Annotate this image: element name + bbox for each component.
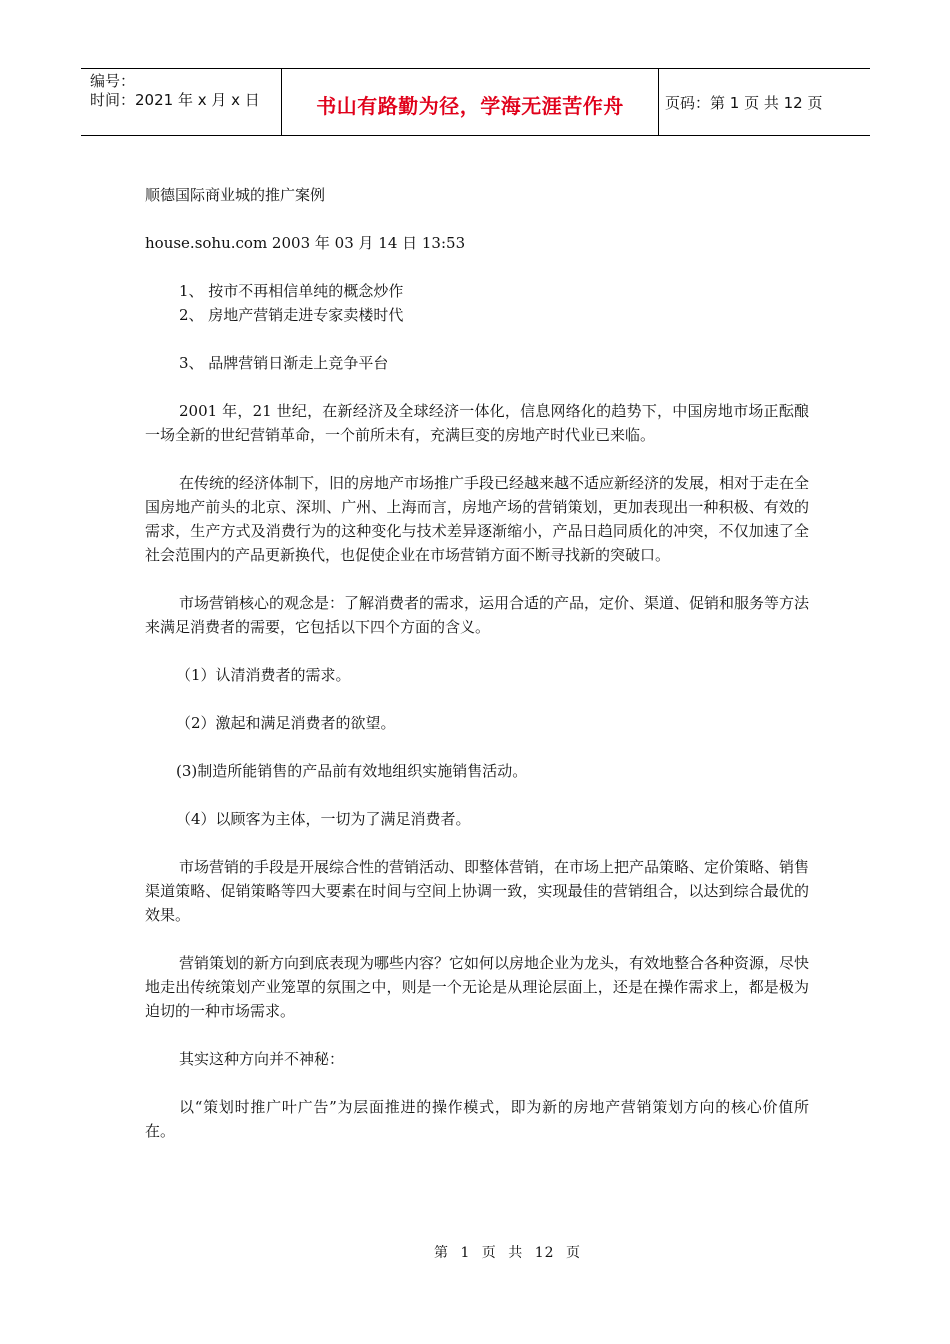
paragraph-3: 市场营销核心的观念是：了解消费者的需求，运用合适的产品，定价、渠道、促销和服务等方法来满足消费者的需要，它包括以下四个方面的含义。 [145, 594, 810, 636]
document-header [81, 68, 870, 136]
date-label: 时间：2021 年 x 月 x 日 [90, 91, 260, 109]
header-motto-cell [282, 69, 659, 135]
paragraph-5: 营销策划的新方向到底表现为哪些内容？它如何以房地企业为龙头，有效地整合各种资源，尽快地走出传统策划产业笼罩的氛围之中，则是一个无论是从理论层面上，还是在操作需求上，都是极为迫切的一种市场需求。 [145, 954, 810, 1020]
list-item-4: （4）以顾客为主体，一切为了满足消费者。 [176, 810, 471, 828]
list-item-1: （1）认清消费者的需求。 [176, 666, 351, 684]
header-page-cell [659, 69, 870, 135]
serial-number-label: 编号： [90, 72, 136, 90]
paragraph-6: 其实这种方向并不神秘： [179, 1050, 345, 1068]
header-page-info: 页码：第 1 页 共 12 页 [665, 93, 823, 112]
key-point-3: 3、 品牌营销日渐走上竞争平台 [179, 354, 389, 372]
list-item-2: （2）激起和满足消费者的欲望。 [176, 714, 396, 732]
paragraph-7: 以“策划时推广叶广告”为层面推进的操作模式，即为新的房地产营销策划方向的核心价值所在。 [145, 1098, 809, 1140]
article-source: house.sohu.com 2003 年 03 月 14 日 13:53 [145, 234, 466, 252]
header-motto: 书山有路勤为径，学海无涯苦作舟 [316, 93, 624, 118]
list-item-3: (3)制造所能销售的产品前有效地组织实施销售活动。 [176, 762, 528, 780]
header-meta-cell [81, 69, 282, 135]
page-footer: 第 1 页 共 12 页 [434, 1245, 581, 1261]
article-body [145, 183, 809, 1143]
article-title: 顺德国际商业城的推广案例 [145, 186, 326, 204]
paragraph-2: 在传统的经济体制下，旧的房地产市场推广手段已经越来越不适应新经济的发展，相对于走在全国房地产前头的北京、深圳、广州、上海而言，房地产场的营销策划，更加表现出一种积极、有效的需求，生产方式及消费行为的这种变化与技术差异逐渐缩小，产品日趋同质化的冲突，不仅加速了全社会范围内的产品更新换代，也促使企业在市场营销方面不断寻找新的突破口。 [145, 474, 810, 564]
paragraph-4: 市场营销的手段是开展综合性的营销活动、即整体营销，在市场上把产品策略、定价策略、销售渠道策略、促销策略等四大要素在时间与空间上协调一致，实现最佳的营销组合，以达到综合最优的效果。 [145, 858, 810, 924]
paragraph-1: 2001 年，21 世纪，在新经济及全球经济一体化，信息网络化的趋势下，中国房地市场正酝酿一场全新的世纪营销革命，一个前所未有，充满巨变的房地产时代业已来临。 [145, 402, 809, 444]
key-point-1: 1、 按市不再相信单纯的概念炒作 [179, 282, 404, 300]
key-point-2: 2、 房地产营销走进专家卖楼时代 [179, 306, 404, 324]
